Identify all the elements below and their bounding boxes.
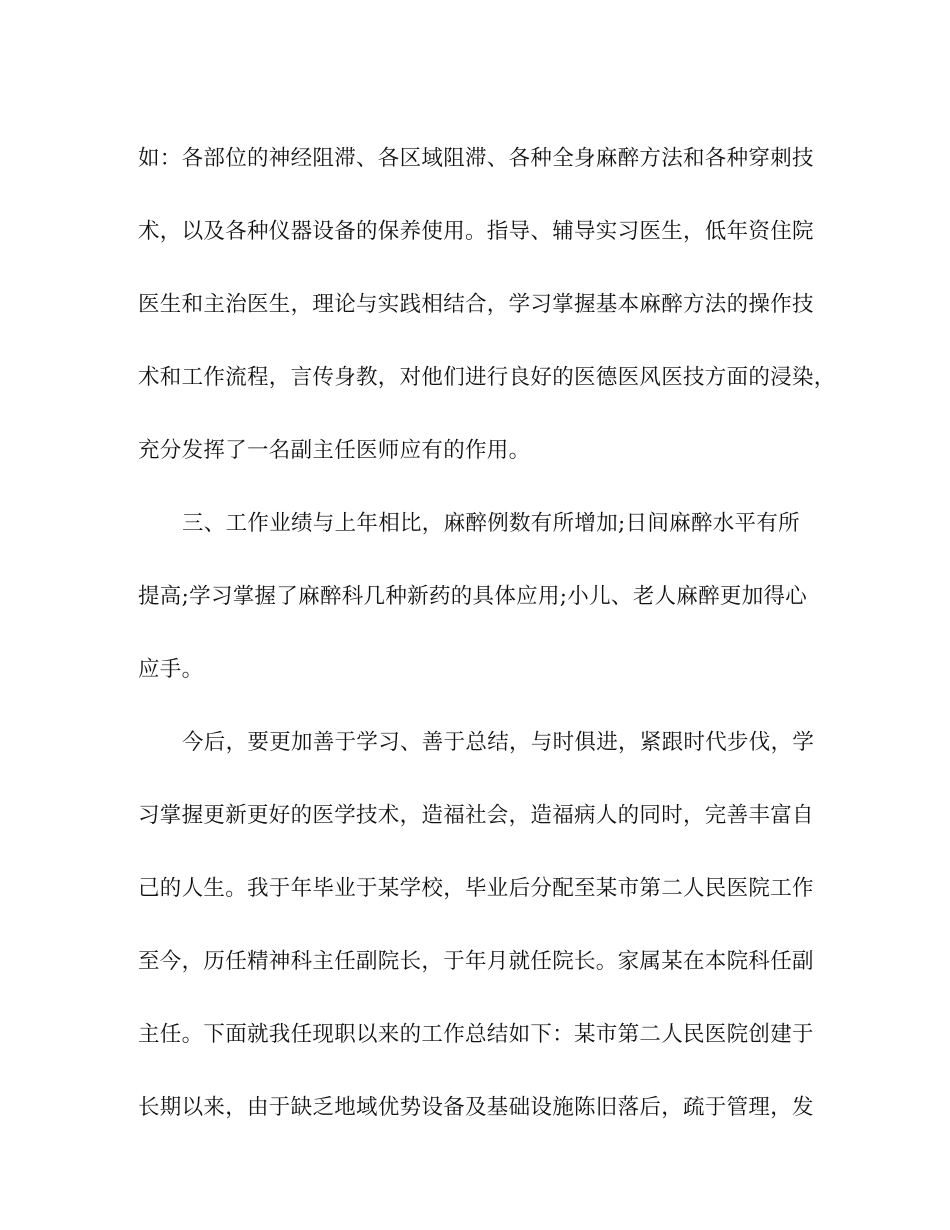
document-body bbox=[138, 122, 836, 1144]
text-line: 充分发挥了一名副主任医师应有的作用。 bbox=[138, 438, 531, 463]
text-line: 己的人生。我于年毕业于某学校，毕业后分配至某市第二人民医院工作 bbox=[138, 876, 814, 901]
text-line: 医生和主治医生，理论与实践相结合，学习掌握基本麻醉方法的操作技 bbox=[138, 292, 814, 317]
text-line: 术，以及各种仪器设备的保养使用。指导、辅导实习医生，低年资住院 bbox=[138, 219, 814, 244]
text-line: 术和工作流程，言传身教，对他们进行良好的医德医风医技方面的浸染， bbox=[138, 365, 836, 390]
text-line: 长期以来，由于缺乏地域优势设备及基础设施陈旧落后，疏于管理，发 bbox=[138, 1095, 814, 1120]
text-line: 至今，历任精神科主任副院长，于年月就任院长。家属某在本院科任副 bbox=[138, 949, 814, 974]
text-line: 习掌握更新更好的医学技术，造福社会，造福病人的同时，完善丰富自 bbox=[138, 803, 814, 828]
text-line: 应手。 bbox=[138, 657, 204, 682]
text-line: 今后，要更加善于学习、善于总结，与时俱进，紧跟时代步伐，学 bbox=[182, 730, 815, 755]
text-line: 如：各部位的神经阻滞、各区域阻滞、各种全身麻醉方法和各种穿刺技 bbox=[138, 146, 814, 171]
text-line: 提高;学习掌握了麻醉科几种新药的具体应用;小儿、老人麻醉更加得心 bbox=[138, 584, 808, 609]
text-line: 三、工作业绩与上年相比，麻醉例数有所增加;日间麻醉水平有所 bbox=[182, 511, 800, 536]
text-line: 主任。下面就我任现职以来的工作总结如下：某市第二人民医院创建于 bbox=[138, 1022, 814, 1047]
